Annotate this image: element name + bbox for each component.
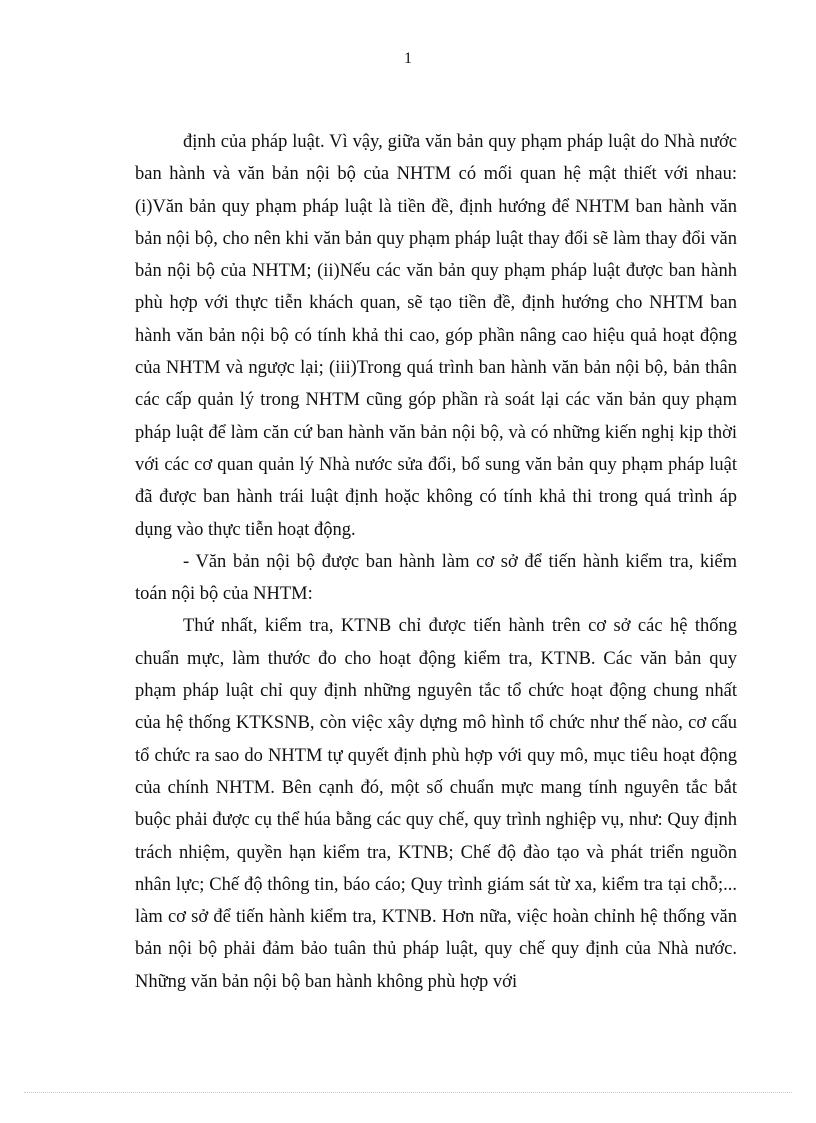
paragraph-internal-docs-basis: - Văn bản nội bộ được ban hành làm cơ sở để tiến hành kiểm tra, kiểm toán nội bộ của NHTM: [135, 551, 737, 605]
page-bottom-divider [24, 1092, 792, 1093]
page-number: 1 [404, 50, 412, 67]
document-body [135, 126, 737, 998]
paragraph-legal-relationship: định của pháp luật. Vì vậy, giữa văn bản quy phạm pháp luật do Nhà nước ban hành và văn bản nội bộ của NHTM có mối quan hệ mật thiết với nhau: (i)Văn bản quy phạm pháp luật là tiền đề, định hướng để NHTM ban hành văn bản nội bộ, cho nên khi văn bản quy phạm pháp luật thay đổi sẽ làm thay đổi văn bản nội bộ của NHTM; (ii)Nếu các văn bản quy phạm pháp luật được ban hành phù hợp với thực tiễn khách quan, sẽ tạo tiền đề, định hướng cho NHTM ban hành văn bản nội bộ có tính khả thi cao, góp phần nâng cao hiệu quả hoạt động của NHTM và ngược lại; (iii)Trong quá trình ban hành văn bản nội bộ, bản thân các cấp quản lý trong NHTM cũng góp phần rà soát lại các văn bản quy phạm pháp luật để làm căn cứ ban hành văn bản nội bộ, và có những kiến nghị kịp thời với các cơ quan quản lý Nhà nước sửa đổi, bổ sung văn bản quy phạm pháp luật đã được ban hành trái luật định hoặc không có tính khả thi trong quá trình áp dụng vào thực tiễn hoạt động. [135, 132, 737, 540]
paragraph-first-point: Thứ nhất, kiểm tra, KTNB chỉ được tiến hành trên cơ sở các hệ thống chuẩn mực, làm thước đo cho hoạt động kiểm tra, KTNB. Các văn bản quy phạm pháp luật chỉ quy định những nguyên tắc tổ chức hoạt động chung nhất của hệ thống KTKSNB, còn việc xây dựng mô hình tổ chức như thế nào, cơ cấu tổ chức ra sao do NHTM tự quyết định phù hợp với quy mô, mục tiêu hoạt động của chính NHTM. Bên cạnh đó, một số chuẩn mực mang tính nguyên tắc bắt buộc phải được cụ thể húa bằng các quy chế, quy trình nghiệp vụ, như: Quy định trách nhiệm, quyền hạn kiểm tra, KTNB; Chế độ đào tạo và phát triển nguồn nhân lực; Chế độ thông tin, báo cáo; Quy trình giám sát từ xa, kiểm tra tại chỗ;... làm cơ sở để tiến hành kiểm tra, KTNB. Hơn nữa, việc hoàn chỉnh hệ thống văn bản nội bộ phải đảm bảo tuân thủ pháp luật, quy chế quy định của Nhà nước. Những văn bản nội bộ ban hành không phù hợp với [135, 616, 737, 992]
